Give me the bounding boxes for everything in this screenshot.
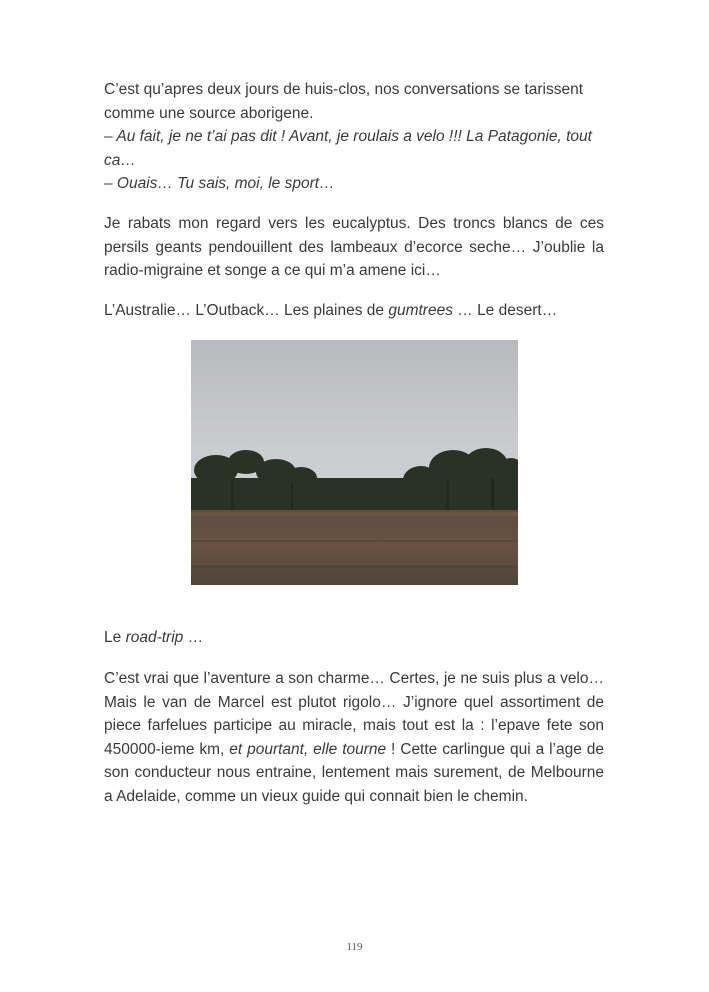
dialogue-line-1: – Au fait, je ne t’ai pas dit ! Avant, je roulais a velo !!! La Patagonie, tout ca… bbox=[104, 128, 592, 169]
paragraph-australie-end: … Le desert… bbox=[452, 302, 558, 319]
paragraph-aventure bbox=[104, 667, 604, 808]
paragraph-eucalyptus bbox=[104, 212, 604, 283]
paragraph-eucalyptus-text: Je rabats mon regard vers les eucalyptus. Des troncs blancs de ces persils geants pendouillent des lambeaux d’ecorce seche… J’oublie la radio-migraine et songe a ce qui m’a amene ici… bbox=[104, 215, 604, 279]
paragraph-opening-line: C’est qu’apres deux jours de huis-clos, nos conversations se tarissent comme une source aborigene. bbox=[104, 81, 584, 122]
outback-photo-image bbox=[191, 340, 518, 585]
paragraph-aventure-part1: C’est vrai que l’aventure a son charme… Certes, je ne suis plus a velo… Mais le van de Marcel est plutot rigolo… J’ignore quel assortiment de piece farfelues participe au miracle, mais tout est la : l’epave fete son 450000-ieme km, bbox=[104, 670, 604, 758]
paragraph-road-trip-end: … bbox=[183, 629, 204, 646]
photo-ground bbox=[191, 510, 518, 585]
paragraph-road-trip-start: Le bbox=[104, 629, 126, 646]
paragraph-australie-italic: gumtrees bbox=[388, 302, 453, 319]
dialogue-line-2: – Ouais… Tu sais, moi, le sport… bbox=[104, 175, 335, 192]
paragraph-australie-start: L’Australie… L’Outback… Les plaines de bbox=[104, 302, 389, 319]
paragraph-opening bbox=[104, 78, 604, 196]
page-number: 119 bbox=[346, 941, 363, 953]
paragraph-aventure-part2: ! Cette carlingue qui a l’age de son conducteur nous entraine, lentement mais surement, de Melbourne a Adelaide, comme un vieux guide qui connait bien le chemin. bbox=[104, 740, 604, 805]
paragraph-australie bbox=[104, 299, 604, 323]
paragraph-aventure-italic: et pourtant, elle tourne bbox=[229, 740, 387, 758]
outback-photo bbox=[191, 340, 518, 585]
paragraph-road-trip bbox=[104, 626, 604, 650]
paragraph-road-trip-italic: road-trip bbox=[125, 629, 184, 646]
